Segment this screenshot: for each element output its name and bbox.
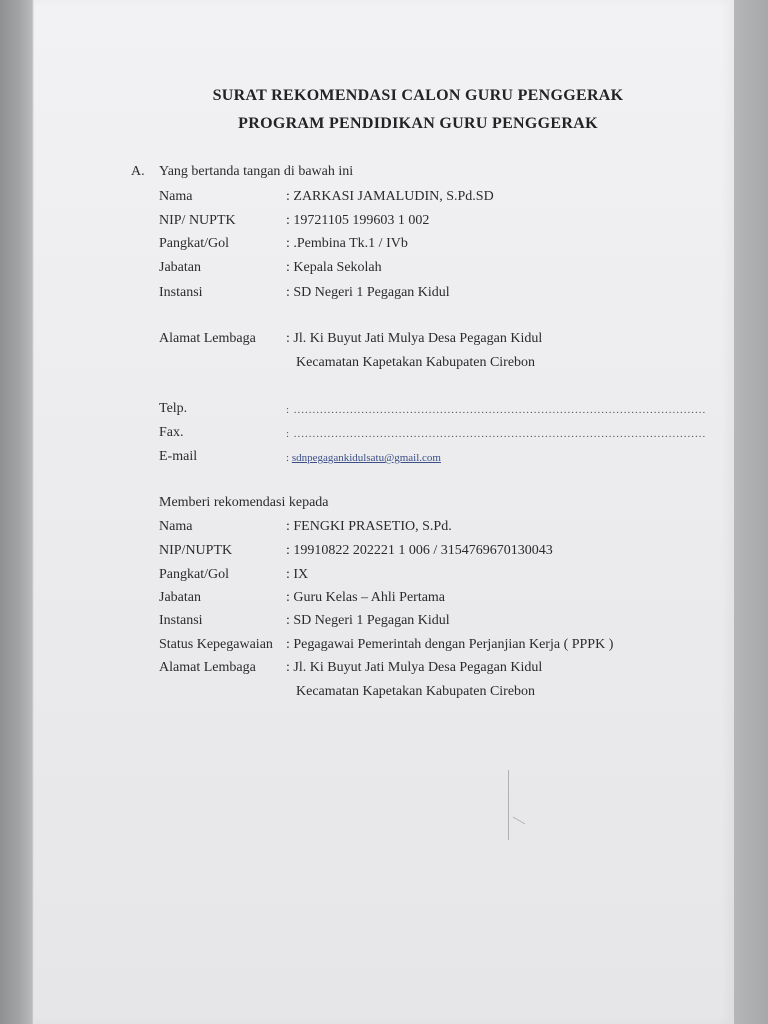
telp-label: Telp.	[159, 401, 188, 416]
paper-sheet	[34, 0, 734, 1024]
signer-nama-value: : ZARKASI JAMALUDIN, S.Pd.SD	[286, 189, 494, 204]
telp-blank-line: : ..............................................................................................................	[286, 404, 707, 416]
fax-label: Fax.	[159, 425, 184, 440]
signer-nama-label: Nama	[159, 189, 193, 204]
candidate-nip-value: : 19910822 202221 1 006 / 3154769670130043	[286, 543, 553, 558]
candidate-status-value: : Pegagawai Pemerintah dengan Perjanjian Kerja ( PPPK )	[286, 637, 614, 652]
candidate-nama-value: : FENGKI PRASETIO, S.Pd.	[286, 519, 452, 534]
signer-instansi-value: : SD Negeri 1 Pegagan Kidul	[286, 285, 450, 300]
signer-instansi-label: Instansi	[159, 285, 203, 300]
candidate-jabatan-value: : Guru Kelas – Ahli Pertama	[286, 590, 446, 605]
section-a-intro: Yang bertanda tangan di bawah ini	[159, 164, 354, 179]
email-colon: :	[286, 452, 292, 464]
signer-nip-value: : 19721105 199603 1 002	[286, 213, 430, 228]
candidate-status-label: Status Kepegawaian	[159, 637, 273, 652]
candidate-instansi-label: Instansi	[159, 613, 203, 628]
signer-alamat-value-2: Kecamatan Kapetakan Kabupaten Cirebon	[296, 355, 536, 370]
fax-blank-line: : ..............................................................................................................	[286, 428, 707, 440]
candidate-jabatan-label: Jabatan	[159, 590, 201, 605]
candidate-nip-label: NIP/NUPTK	[159, 543, 233, 558]
signer-alamat-value-1: : Jl. Ki Buyut Jati Mulya Desa Pegagan Kidul	[286, 331, 543, 346]
signer-jabatan-label: Jabatan	[159, 260, 201, 275]
letter-subtitle: PROGRAM PENDIDIKAN GURU PENGGERAK	[238, 115, 598, 132]
email-address: sdnpegagankidulsatu@gmail.com	[291, 452, 441, 464]
signer-jabatan-value: : Kepala Sekolah	[286, 260, 382, 275]
email-value	[286, 452, 441, 464]
section-b-intro: Memberi rekomendasi kepada	[159, 495, 329, 510]
section-a-letter: A.	[131, 164, 145, 179]
candidate-pangkat-label: Pangkat/Gol	[159, 567, 229, 582]
candidate-alamat-label: Alamat Lembaga	[159, 660, 256, 675]
signer-pangkat-label: Pangkat/Gol	[159, 236, 229, 251]
paper-edge-shadow	[734, 0, 768, 1024]
candidate-alamat-value-1: : Jl. Ki Buyut Jati Mulya Desa Pegagan Kidul	[286, 660, 543, 675]
signer-pangkat-value: : .Pembina Tk.1 / IVb	[286, 236, 408, 251]
candidate-pangkat-value: : IX	[286, 567, 309, 582]
candidate-instansi-value: : SD Negeri 1 Pegagan Kidul	[286, 613, 450, 628]
paper-crease	[508, 770, 509, 840]
signer-alamat-label: Alamat Lembaga	[159, 331, 256, 346]
signer-nip-label: NIP/ NUPTK	[159, 213, 236, 228]
letter-title: SURAT REKOMENDASI CALON GURU PENGGERAK	[212, 87, 624, 104]
candidate-alamat-value-2: Kecamatan Kapetakan Kabupaten Cirebon	[296, 684, 536, 699]
email-label: E-mail	[159, 449, 198, 464]
candidate-nama-label: Nama	[159, 519, 193, 534]
